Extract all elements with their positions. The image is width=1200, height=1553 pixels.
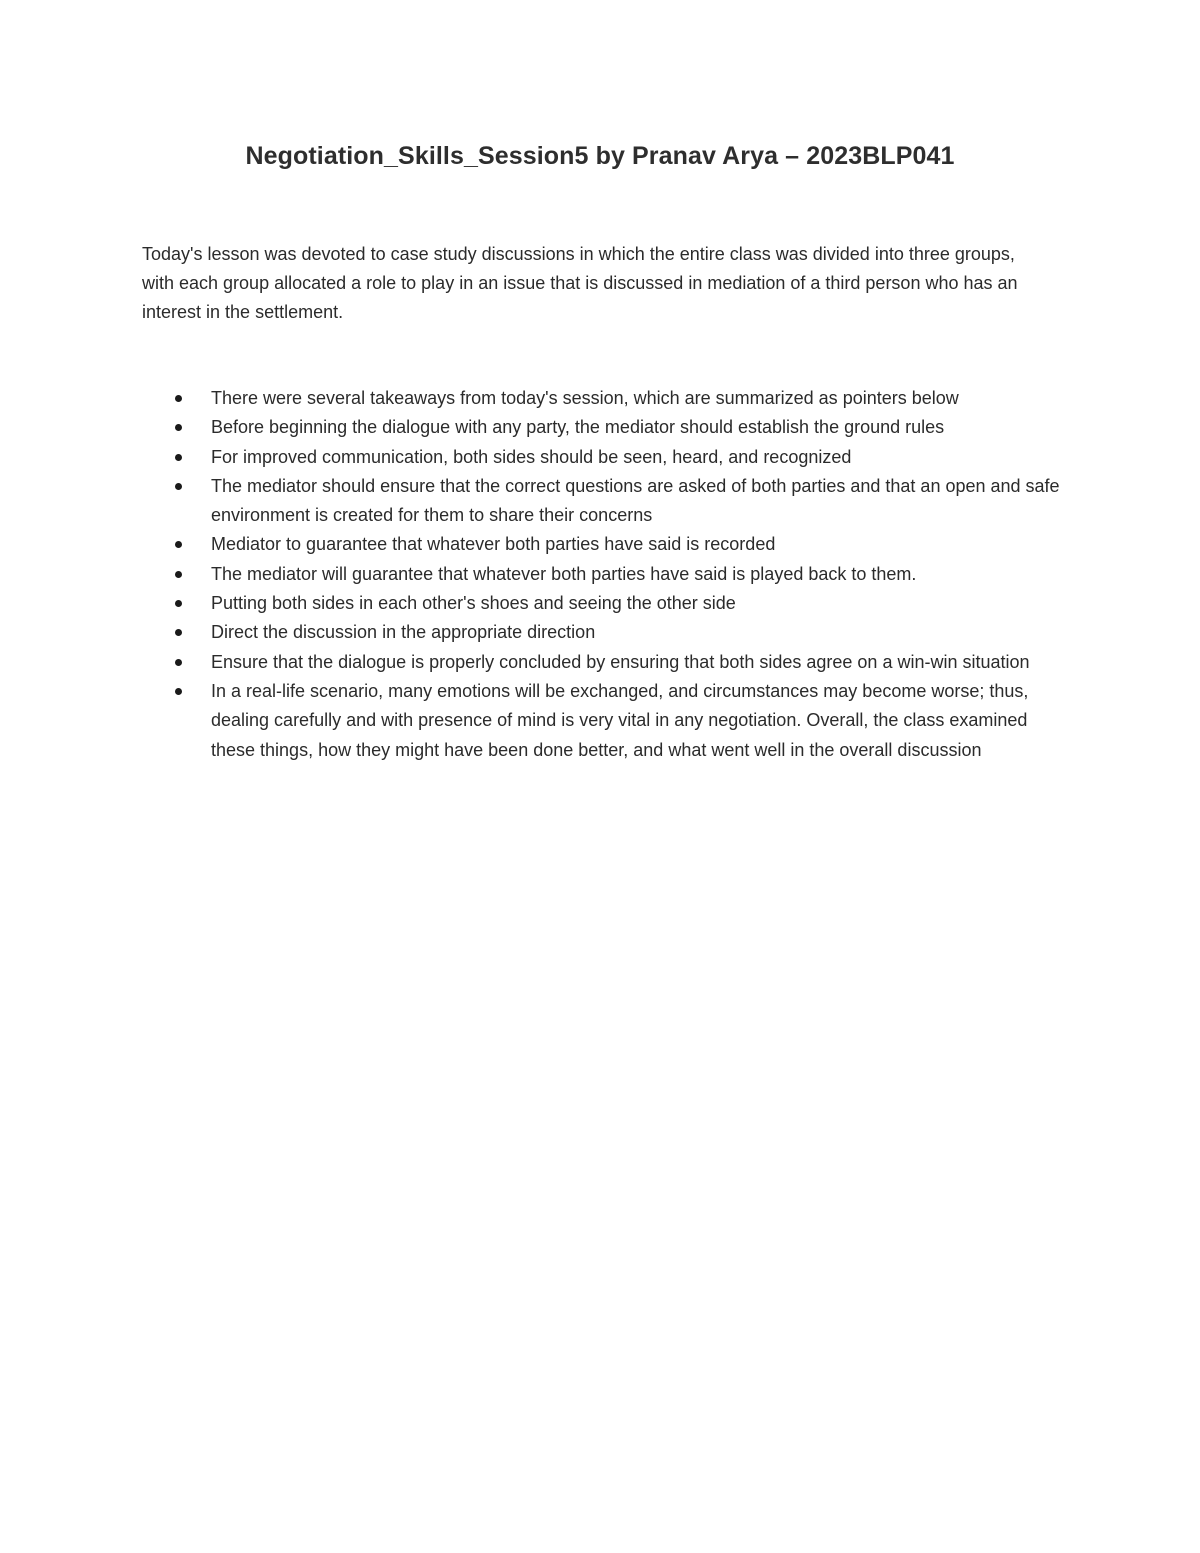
- bullet-icon: [175, 395, 182, 402]
- bullet-icon: [175, 541, 182, 548]
- list-item: [142, 589, 1072, 618]
- bullet-icon: [175, 454, 182, 461]
- list-item-text: In a real-life scenario, many emotions will be exchanged, and circumstances may become worse; thus, dealing carefully and with presence of mind is very vital in any negotiation. Overall, the class examined these things, how they might have been done better, and what went well in the overall discussion: [211, 680, 1029, 760]
- list-item-text: Putting both sides in each other's shoes and seeing the other side: [211, 593, 736, 614]
- list-item-text: The mediator should ensure that the correct questions are asked of both parties and that an open and safe environment is created for them to share their concerns: [211, 475, 1060, 526]
- bullet-icon: [175, 424, 182, 431]
- list-item: [142, 560, 1072, 589]
- list-item: [142, 443, 1072, 472]
- list-item: [142, 384, 1072, 413]
- takeaways-list: [142, 384, 1072, 765]
- list-item: [142, 618, 1072, 647]
- list-item-text: For improved communication, both sides should be seen, heard, and recognized: [211, 446, 852, 467]
- bullet-icon: [175, 629, 182, 636]
- list-item-text: Direct the discussion in the appropriate direction: [211, 622, 596, 643]
- list-item-text: Ensure that the dialogue is properly concluded by ensuring that both sides agree on a win-win situation: [211, 651, 1030, 672]
- list-item: [142, 413, 1072, 442]
- bullet-icon: [175, 600, 182, 607]
- list-item: [142, 530, 1072, 559]
- list-item: [142, 677, 1072, 765]
- bullet-icon: [175, 571, 182, 578]
- bullet-icon: [175, 483, 182, 490]
- list-item-text: The mediator will guarantee that whatever both parties have said is played back to them.: [211, 563, 917, 584]
- intro-paragraph: Today's lesson was devoted to case study discussions in which the entire class was divided into three groups, with each group allocated a role to play in an issue that is discussed in mediation of a third person who has an interest in the settlement.: [142, 244, 1018, 322]
- list-item: [142, 648, 1072, 677]
- bullet-icon: [175, 688, 182, 695]
- list-item-text: Before beginning the dialogue with any party, the mediator should establish the ground rules: [211, 417, 945, 438]
- list-item-text: Mediator to guarantee that whatever both parties have said is recorded: [211, 534, 776, 555]
- list-item-text: There were several takeaways from today's session, which are summarized as pointers below: [211, 388, 959, 408]
- list-item: [142, 472, 1072, 531]
- bullet-icon: [175, 659, 182, 666]
- document-title: Negotiation_Skills_Session5 by Pranav Arya – 2023BLP041: [245, 142, 955, 170]
